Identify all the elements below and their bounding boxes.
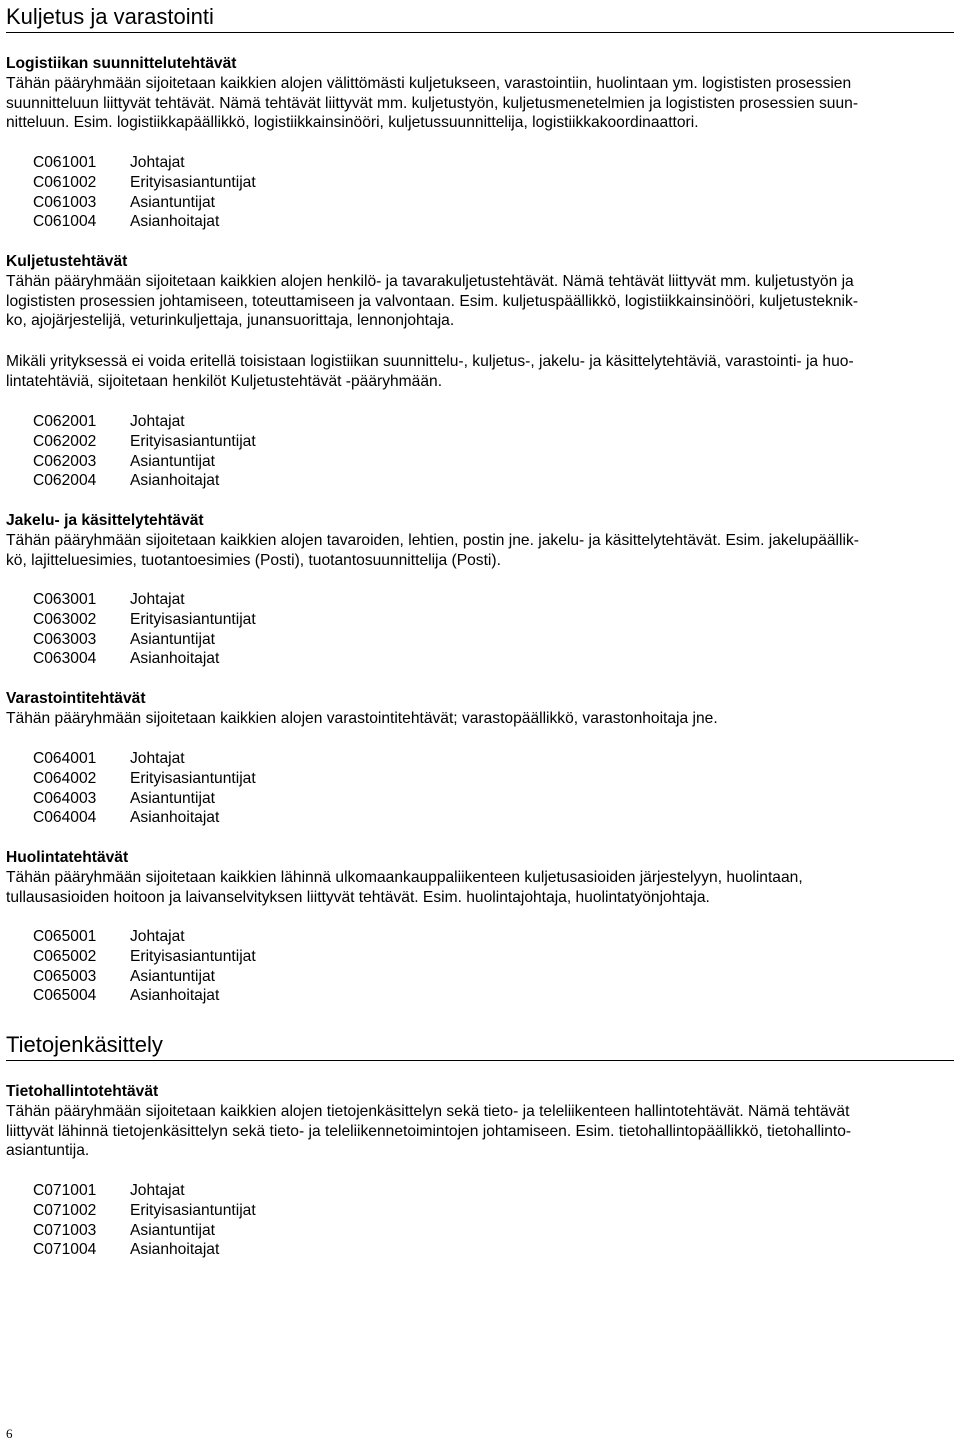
code-row xyxy=(33,471,433,491)
section-kuljetustehtavat xyxy=(6,252,946,331)
code-label: Johtajat xyxy=(130,750,185,767)
code-value: C062004 xyxy=(33,472,97,490)
section-kuljetustehtavat-note xyxy=(6,352,946,392)
code-row xyxy=(33,173,433,193)
code-list xyxy=(33,590,433,669)
code-row xyxy=(33,153,433,173)
page-number: 6 xyxy=(6,1426,13,1441)
code-value: C065003 xyxy=(33,967,97,985)
code-row xyxy=(33,789,433,809)
section-line: asiantuntija. xyxy=(6,1142,90,1160)
code-row xyxy=(33,212,433,232)
section-line: Tähän pääryhmään sijoitetaan kaikkien alojen varastointitehtävät; varastopäällikkö, varastonhoitaja jne. xyxy=(6,709,718,727)
code-label: Asianhoitajat xyxy=(130,987,220,1005)
code-row xyxy=(33,452,433,472)
code-label: Asiantuntijat xyxy=(130,193,215,211)
code-label: Asiantuntijat xyxy=(130,452,215,470)
section-title: Jakelu- ja käsittelytehtävät xyxy=(6,512,204,529)
code-value: C071004 xyxy=(33,1241,97,1259)
section-huolinta xyxy=(6,848,946,907)
code-row xyxy=(33,769,433,789)
code-label: Erityisasiantuntijat xyxy=(130,432,256,450)
code-list xyxy=(33,749,433,828)
code-label: Johtajat xyxy=(130,928,185,945)
code-label: Asiantuntijat xyxy=(130,967,215,985)
code-label: Asianhoitajat xyxy=(130,213,220,231)
code-value: C064004 xyxy=(33,809,97,827)
code-value: C065002 xyxy=(33,947,97,965)
code-row xyxy=(33,947,433,967)
code-row xyxy=(33,1201,433,1221)
code-value: C064002 xyxy=(33,769,97,787)
section-title: Varastointitehtävät xyxy=(6,690,146,707)
code-row xyxy=(33,986,433,1006)
section-jakelu xyxy=(6,511,946,570)
code-label: Asiantuntijat xyxy=(130,789,215,807)
section-line: tullausasioiden hoitoon ja laivanselvityksen liittyvät tehtävät. Esim. huolintajohtaja, huolintatyönjohtaja. xyxy=(6,888,710,906)
code-value: C062002 xyxy=(33,432,97,450)
code-row xyxy=(33,927,433,947)
section-tietohallinto xyxy=(6,1082,946,1161)
code-list xyxy=(33,153,433,232)
section-line: Tähän pääryhmään sijoitetaan kaikkien alojen välittömästi kuljetukseen, varastointiin, huolintaan ym. logististen prosessien xyxy=(6,74,852,92)
heading-kuljetus-ja-varastointi: Kuljetus ja varastointi xyxy=(6,4,954,33)
code-value: C063003 xyxy=(33,630,97,648)
code-value: C064003 xyxy=(33,789,97,807)
section-title: Huolintatehtävät xyxy=(6,849,129,866)
section-title: Tietohallintotehtävät xyxy=(6,1083,159,1100)
code-label: Johtajat xyxy=(130,591,185,608)
code-label: Johtajat xyxy=(130,1182,185,1199)
code-value: C061002 xyxy=(33,173,97,191)
code-list xyxy=(33,1181,433,1260)
code-label: Asiantuntijat xyxy=(130,630,215,648)
code-list xyxy=(33,412,433,491)
code-value: C061004 xyxy=(33,213,97,231)
section-line: kö, lajitteluesimies, tuotantoesimies (Posti), tuotantosuunnittelija (Posti). xyxy=(6,551,501,569)
code-label: Erityisasiantuntijat xyxy=(130,947,256,965)
heading-tietojenkasittely: Tietojenkäsittely xyxy=(6,1032,954,1061)
section-line: suunnitteluun liittyvät tehtävät. Nämä tehtävät liittyvät mm. kuljetustyön, kuljetusmenetelmien ja logististen prosessien suun- xyxy=(6,94,859,112)
code-row xyxy=(33,749,433,769)
code-value: C063004 xyxy=(33,650,97,668)
code-label: Johtajat xyxy=(130,154,185,171)
section-line: Tähän pääryhmään sijoitetaan kaikkien alojen henkilö- ja tavarakuljetustehtävät. Nämä tehtävät liittyvät mm. kuljetustyön ja xyxy=(6,272,854,290)
code-row xyxy=(33,649,433,669)
code-label: Erityisasiantuntijat xyxy=(130,173,256,191)
code-row xyxy=(33,590,433,610)
code-value: C062001 xyxy=(33,413,97,430)
section-line: Mikäli yrityksessä ei voida eritellä toisistaan logistiikan suunnittelu-, kuljetus-, jakelu- ja käsittelytehtäviä, varastointi- ja huo- xyxy=(6,353,854,370)
code-row xyxy=(33,432,433,452)
section-line: lintatehtäviä, sijoitetaan henkilöt Kuljetustehtävät -pääryhmään. xyxy=(6,372,443,390)
code-row xyxy=(33,808,433,828)
code-list xyxy=(33,927,433,1006)
code-row xyxy=(33,1240,433,1260)
code-label: Asianhoitajat xyxy=(130,472,220,490)
code-value: C062003 xyxy=(33,452,97,470)
code-value: C071002 xyxy=(33,1201,97,1219)
section-title: Logistiikan suunnittelutehtävät xyxy=(6,55,237,72)
code-row xyxy=(33,630,433,650)
section-line: logististen prosessien johtamiseen, toteuttamiseen ja valvontaan. Esim. kuljetuspäällikkö, logistiikkainsinööri, kuljetusteknik- xyxy=(6,292,859,310)
section-line: Tähän pääryhmään sijoitetaan kaikkien alojen tavaroiden, lehtien, postin jne. jakelu- ja käsittelytehtävät. Esim. jakelupäällik- xyxy=(6,531,859,549)
code-label: Asianhoitajat xyxy=(130,809,220,827)
code-value: C065001 xyxy=(33,928,97,945)
code-label: Asiantuntijat xyxy=(130,1221,215,1239)
section-line: Tähän pääryhmään sijoitetaan kaikkien lähinnä ulkomaankauppaliikenteen kuljetusasioiden järjestelyyn, huolintaan, xyxy=(6,868,803,886)
code-value: C071001 xyxy=(33,1182,97,1199)
code-value: C065004 xyxy=(33,987,97,1005)
code-label: Johtajat xyxy=(130,413,185,430)
code-row xyxy=(33,967,433,987)
code-row xyxy=(33,1181,433,1201)
code-label: Asianhoitajat xyxy=(130,650,220,668)
code-label: Erityisasiantuntijat xyxy=(130,1201,256,1219)
section-varastointi xyxy=(6,689,946,729)
code-row xyxy=(33,193,433,213)
section-line: nitteluun. Esim. logistiikkapäällikkö, logistiikkainsinööri, kuljetussuunnittelija, logistiikkakoordinaattori. xyxy=(6,114,699,132)
section-line: liittyvät lähinnä tietojenkäsittelyn sekä tieto- ja teleliikennetoimintojen johtamiseen. Esim. tietohallintopäällikkö, tietohallinto- xyxy=(6,1122,852,1140)
section-line: Tähän pääryhmään sijoitetaan kaikkien alojen tietojenkäsittelyn sekä tieto- ja teleliikenteen hallintotehtävät. Nämä tehtävät xyxy=(6,1102,850,1120)
section-line: ko, ajojärjestelijä, veturinkuljettaja, junansuorittaja, lennonjohtaja. xyxy=(6,312,455,330)
code-row xyxy=(33,1221,433,1241)
code-value: C063002 xyxy=(33,610,97,628)
code-value: C064001 xyxy=(33,750,97,767)
code-label: Erityisasiantuntijat xyxy=(130,769,256,787)
code-row xyxy=(33,610,433,630)
section-title: Kuljetustehtävät xyxy=(6,253,128,270)
code-value: C061001 xyxy=(33,154,97,171)
code-value: C063001 xyxy=(33,591,97,608)
section-logistiikan-suunnittelu xyxy=(6,54,946,133)
code-row xyxy=(33,412,433,432)
code-value: C061003 xyxy=(33,193,97,211)
code-label: Asianhoitajat xyxy=(130,1241,220,1259)
code-value: C071003 xyxy=(33,1221,97,1239)
code-label: Erityisasiantuntijat xyxy=(130,610,256,628)
